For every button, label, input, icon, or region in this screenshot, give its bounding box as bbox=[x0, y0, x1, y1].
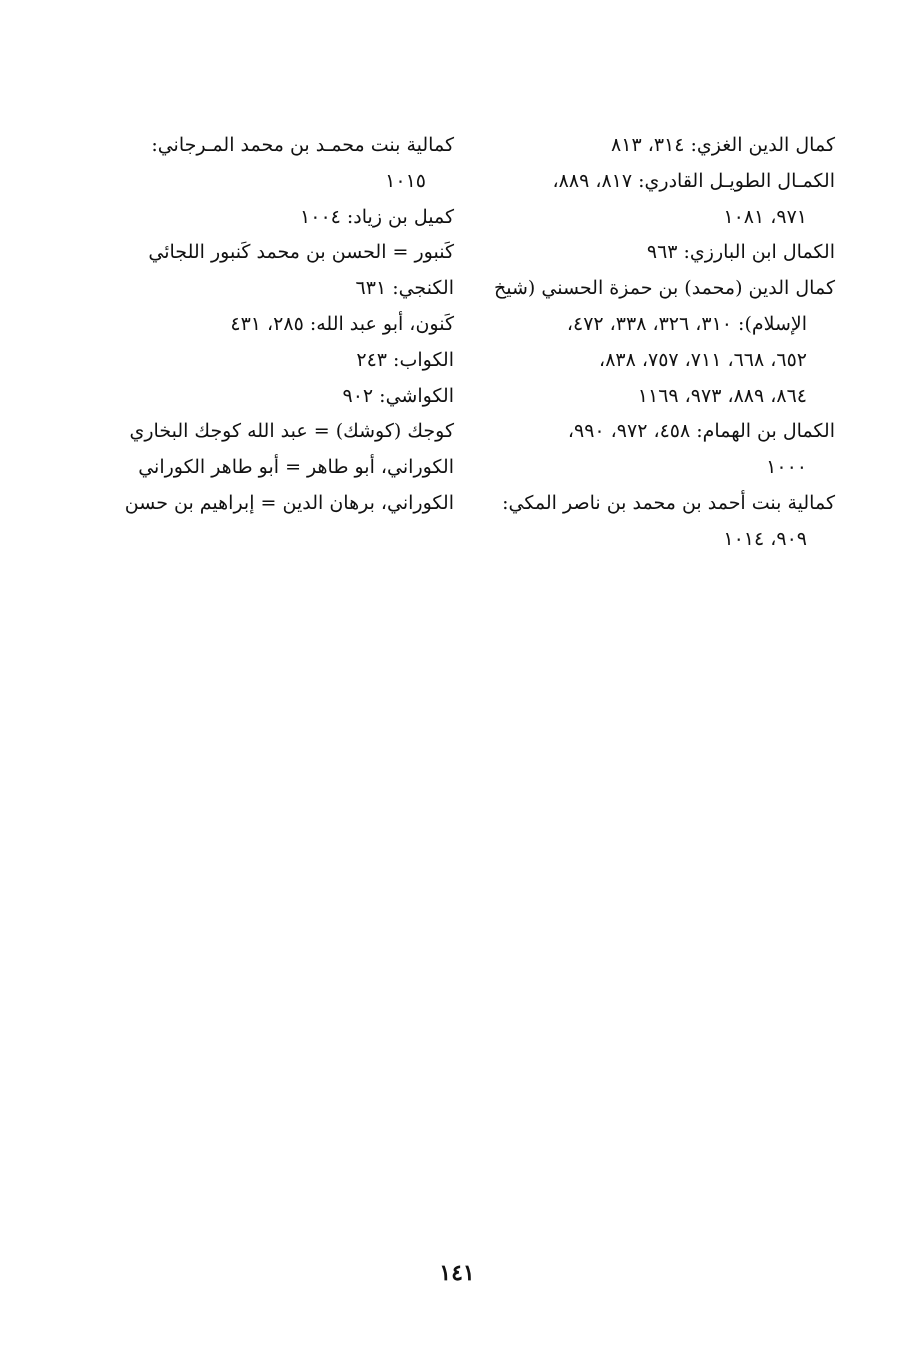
index-entry: الكواب: ٢٤٣ bbox=[356, 348, 454, 371]
index-entry: الكنجي: ٦٣١ bbox=[355, 277, 454, 300]
index-entry: الكمال بن الهمام: ٤٥٨، ٩٧٢، ٩٩٠، bbox=[567, 420, 835, 443]
index-entry: الكمـال الطويـل القادري: ٨١٧، ٨٨٩، bbox=[552, 169, 835, 192]
index-entry: كَنون، أبو عبد الله: ٢٨٥، ٤٣١ bbox=[230, 312, 454, 335]
index-entry-continuation: الإسلام): ٣١٠، ٣٢٦، ٣٣٨، ٤٧٢، bbox=[566, 312, 807, 335]
index-entry: الكمال ابن البارزي: ٩٦٣ bbox=[646, 241, 835, 264]
index-entry: كَنبور = الحسن بن محمد كَنبور اللجائي bbox=[148, 241, 454, 264]
index-entry-continuation: ١٠٠٠ bbox=[766, 456, 807, 479]
index-column-left bbox=[100, 128, 454, 522]
index-column-right bbox=[475, 128, 835, 558]
index-entry: الكوراني، أبو طاهر = أبو طاهر الكوراني bbox=[138, 456, 454, 479]
index-entry-continuation: ٦٥٢، ٦٦٨، ٧١١، ٧٥٧، ٨٣٨، bbox=[599, 348, 807, 371]
index-entry: كميل بن زياد: ١٠٠٤ bbox=[300, 205, 454, 228]
index-entry: كمال الدين (محمد) بن حمزة الحسني (شيخ bbox=[494, 277, 835, 300]
page-number: ١٤١ bbox=[439, 1260, 475, 1286]
index-entry: الكواشي: ٩٠٢ bbox=[342, 384, 454, 407]
index-entry-continuation: ٨٦٤، ٨٨٩، ٩٧٣، ١١٦٩ bbox=[637, 384, 807, 407]
index-entry-continuation: ١٠١٥ bbox=[385, 169, 426, 192]
index-entry: كمالية بنت محمـد بن محمد المـرجاني: bbox=[151, 134, 454, 156]
index-entry-continuation: ٩٧١، ١٠٨١ bbox=[723, 205, 807, 228]
index-entry: كمال الدين الغزي: ٣١٤، ٨١٣ bbox=[611, 134, 835, 156]
index-entry-continuation: ٩٠٩، ١٠١٤ bbox=[723, 527, 807, 550]
index-entry: كوجك (كوشك) = عبد الله كوجك البخاري bbox=[129, 420, 454, 443]
index-entry: الكوراني، برهان الدين = إبراهيم بن حسن bbox=[124, 491, 454, 514]
index-entry: كمالية بنت أحمد بن محمد بن ناصر المكي: bbox=[502, 491, 835, 514]
